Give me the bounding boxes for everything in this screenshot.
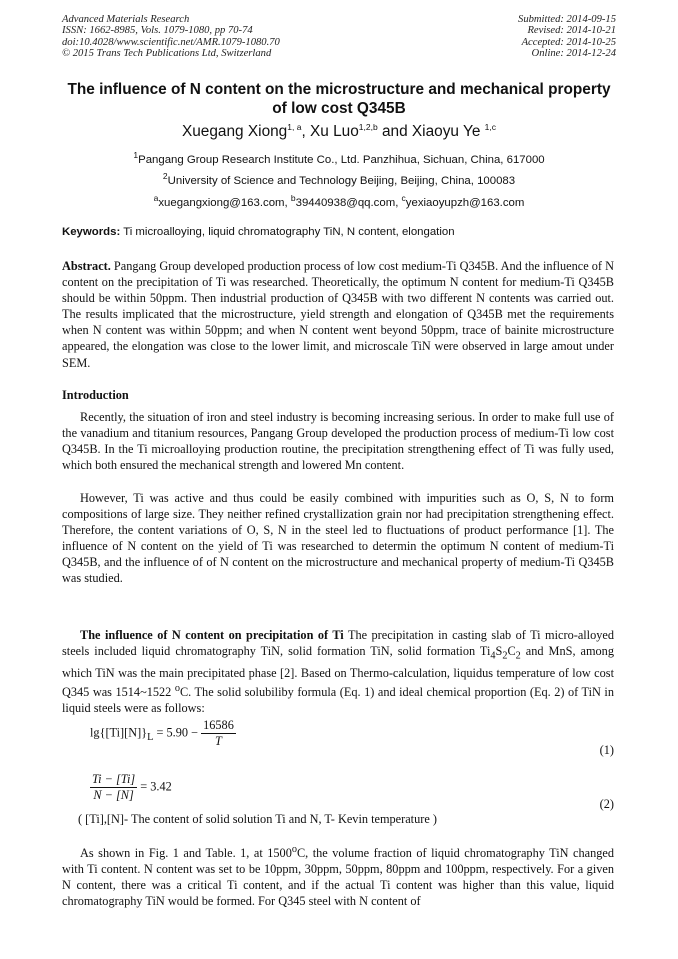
email: xuegangxiong@163.com, (158, 196, 291, 209)
email-mark: c (401, 193, 406, 203)
equation-fraction (201, 718, 236, 749)
email-mark: a (153, 193, 159, 203)
fraction-denominator-text: T (215, 734, 222, 748)
equation-number: (2) (599, 797, 614, 811)
section-paragraph-ti-precipitation (62, 627, 614, 716)
author-name: Xiaoyu Ye (411, 123, 485, 141)
section-heading-introduction: Introduction (62, 388, 129, 402)
paragraph-text: C (507, 644, 516, 659)
subscript: 2 (502, 650, 508, 662)
keywords (62, 226, 455, 238)
abstract-label: Abstract. (62, 259, 111, 273)
intro-paragraph (62, 409, 614, 473)
paragraph-text: and MnS, among which TiN was the main precipitated phase [2]. Based on Thermo-calculation, liquidus temperature of low cost Q345 was 1514~1522 (62, 644, 614, 699)
author-list (62, 122, 616, 141)
intro-paragraph-text: Recently, the situation of iron and steel industry is becoming increasing serious. In order to make full use of the vanadium and titanium resources, Pangang Group developed the production process of medium-Ti low cost Q345B. In the Ti microalloying production routine, the precipitation strengthening effect of Ti was fully used, which both ensured the mechanical strength and lowered Mn content. (62, 410, 614, 473)
equation-fraction (90, 772, 137, 803)
paragraph-text: The precipitation in casting slab of Ti micro-alloyed steels included liquid chromatography TiN, solid formation TiN, solid formation Ti (62, 628, 615, 659)
subscript: 4 (490, 650, 496, 662)
equation-subscript: L (147, 731, 154, 743)
journal-name: Advanced Materials Research (62, 14, 190, 25)
equation-rhs: = 3.42 (137, 779, 172, 794)
fraction-denominator (201, 734, 236, 749)
journal-header-right (518, 14, 616, 59)
affiliation (62, 171, 616, 187)
author-affiliation-mark: 1,2,b (358, 122, 378, 132)
fraction-denominator-text: N − [N] (93, 788, 134, 802)
online-date: Online: 2014-12-24 (531, 47, 616, 59)
accepted-date: Accepted: 2014-10-25 (521, 36, 616, 48)
email-mark: b (290, 193, 296, 203)
email: yexiaoyupzh@163.com (405, 196, 525, 209)
keywords-text: Ti microalloying, liquid chromatography TiN, N content, elongation (120, 226, 455, 238)
degree-mark: o (174, 682, 180, 694)
author-name: Xu Luo (310, 123, 359, 141)
author-affiliation-mark: 1, a (287, 122, 302, 132)
equation-lhs: lg{[Ti][N]} (90, 725, 148, 740)
paragraph-text: C. The solid solubiliby formula (Eq. 1) and ideal chemical proportion (Eq. 2) of TiN in liquid steels were as follows: (62, 684, 614, 715)
author-affiliation-mark: 1,c (484, 122, 497, 132)
author-name: Xuegang Xiong (181, 123, 288, 141)
fraction-numerator-text: Ti − [Ti] (92, 772, 136, 786)
keywords-label: Keywords: (62, 226, 121, 238)
results-paragraph (62, 842, 614, 909)
equation-rhs: = 5.90 − (153, 725, 202, 740)
journal-header-left (62, 14, 280, 59)
equation-2 (90, 772, 172, 803)
paragraph-text: As shown in Fig. 1 and Table. 1, at 1500 (80, 846, 292, 861)
abstract (62, 258, 614, 371)
fraction-numerator: 16586 (203, 718, 234, 732)
equation-1 (90, 718, 236, 749)
affiliation-mark: 2 (162, 171, 168, 181)
fraction-denominator (90, 788, 137, 803)
paragraph-text: S (495, 644, 503, 659)
submitted-date: Submitted: 2014-09-15 (518, 14, 616, 25)
subscript: 2 (515, 650, 521, 662)
affiliation-text: University of Science and Technology Beijing, Beijing, China, 100083 (167, 174, 516, 187)
email: 39440938@qq.com, (295, 196, 402, 209)
issn-line: ISSN: 1662-8985, Vols. 1079-1080, pp 70-74 (62, 25, 253, 37)
paragraph-text: C, the volume fraction of liquid chromatography TiN changed with Ti content. N content was set to be 10ppm, 30ppm, 50ppm, 80ppm and 100ppm, respectively. For a given N content, there was a critical Ti content, and if the actual Ti content was higher than this value, liquid chromatography TiN would be formed. For Q345 steel with N content of (62, 846, 614, 909)
fraction-numerator (90, 772, 137, 788)
equation-number: (1) (599, 743, 614, 757)
copyright-line: © 2015 Trans Tech Publications Ltd, Switzerland (62, 47, 272, 59)
affiliation-text: Pangang Group Research Institute Co., Ltd. Panzhihua, Sichuan, China, 617000 (138, 153, 545, 166)
degree-mark: o (291, 844, 297, 855)
author-separator: , (301, 123, 310, 141)
doi-line: doi:10.4028/www.scientific.net/AMR.1079-1080.70 (62, 36, 280, 48)
author-separator: and (377, 123, 412, 141)
section-heading-inline: The influence of N content on precipitation of Ti (80, 628, 344, 642)
intro-paragraph-text: However, Ti was active and thus could be easily combined with impurities such as O, S, N to form compositions of large size. They neither refined crystallization grain nor had precipitation strengthening effect. Therefore, the content variations of O, S, N in the steel led to fluctuations of product performance [1]. The influence of N content on the yield of Ti was researched to determin the optimum N content of medium-Ti Q345B, and the influence of of N content on the microstructure and mechanical property of medium-Ti Q345B was studied. (62, 491, 614, 586)
author-emails (62, 193, 616, 209)
intro-paragraph (62, 490, 614, 587)
affiliation (62, 150, 616, 166)
abstract-text: Pangang Group developed production process of low cost medium-Ti Q345B. And the influence of N content on the precipitation of Ti was researched. Theoretically, the optimum N content for medium-Ti Q345B should be within 50ppm. Then industrial production of Q345B with two different N contents was carried out. The results implicated that the microstructure, yield strength and elongation of Q345B met the requirements when N content was within 50ppm; and when N content went beyond 50ppm, trace of bainite microstructure appeared, the elongation was close to the lower limit, and microscale TiN were observed in large amout under SEM. (62, 259, 614, 370)
affiliation-mark: 1 (133, 150, 139, 160)
equation-note: ( [Ti],[N]- The content of solid solution Ti and N, T- Kevin temperature ) (78, 812, 437, 826)
revised-date: Revised: 2014-10-21 (527, 25, 616, 37)
paper-title: The influence of N content on the microstructure and mechanical property of low cost Q345B (67, 81, 611, 117)
